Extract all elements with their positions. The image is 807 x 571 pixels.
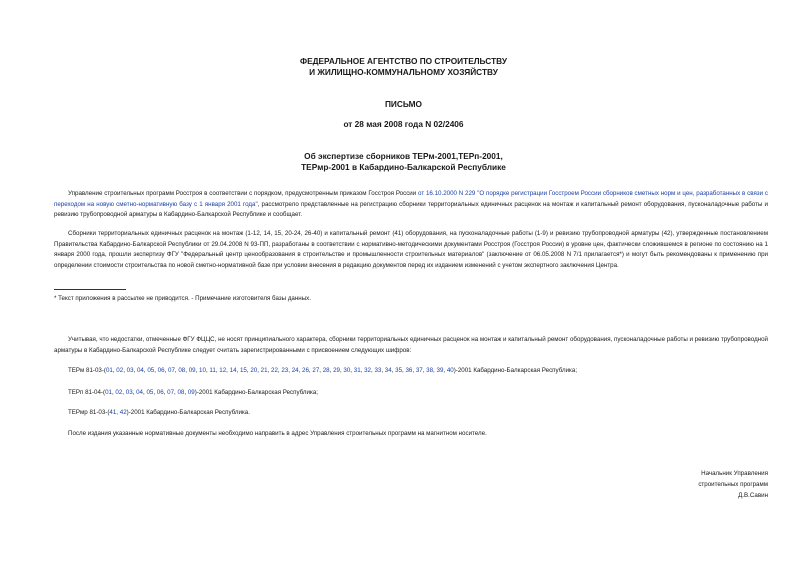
- code-separator: ,: [116, 409, 120, 416]
- code-separator: ,: [195, 367, 200, 374]
- code-term-number-04[interactable]: 04: [136, 367, 144, 374]
- code-separator: ,: [246, 367, 251, 374]
- code-term-number-20[interactable]: 20: [250, 367, 258, 374]
- code-terp-number-01[interactable]: 01: [105, 389, 112, 396]
- code-term-number-10[interactable]: 10: [199, 367, 206, 374]
- code-term-number-22[interactable]: 22: [271, 367, 278, 374]
- code-term-prefix: ТЕРм 81-03-(: [68, 367, 106, 374]
- code-term-number-30[interactable]: 30: [343, 367, 351, 374]
- code-separator: ,: [308, 367, 313, 374]
- code-term-number-39[interactable]: 39: [436, 367, 444, 374]
- code-term-number-07[interactable]: 07: [168, 367, 175, 374]
- subject-line1: Об экспертизе сборников ТЕРм-2001,ТЕРп-2001,: [304, 151, 503, 161]
- document-date: от 28 мая 2008 года N 02/2406: [343, 119, 464, 129]
- code-separator: ,: [205, 367, 210, 374]
- code-term-suffix: )-2001 Кабардино-Балкарская Республика;: [453, 367, 578, 374]
- code-separator: ,: [185, 367, 189, 374]
- code-term-number-09[interactable]: 09: [188, 367, 196, 374]
- code-term-number-21[interactable]: 21: [260, 367, 268, 374]
- code-term-number-24[interactable]: 24: [291, 367, 299, 374]
- paragraph-4: После издания указанные нормативные документы необходимо направить в адрес Управления строительных программ на магнитном носителе.: [68, 430, 487, 437]
- code-term-number-34[interactable]: 34: [384, 367, 392, 374]
- code-separator: ,: [174, 367, 179, 374]
- code-separator: ,: [215, 367, 220, 374]
- code-separator: ,: [370, 367, 375, 374]
- code-separator: ,: [184, 389, 188, 396]
- code-terp-number-04[interactable]: 04: [136, 389, 143, 396]
- code-separator: ,: [319, 367, 323, 374]
- code-term-number-28[interactable]: 28: [322, 367, 330, 374]
- code-separator: ,: [277, 367, 282, 374]
- code-separator: ,: [153, 389, 157, 396]
- code-separator: ,: [402, 367, 406, 374]
- code-term-number-40[interactable]: 40: [446, 367, 454, 374]
- code-separator: ,: [412, 367, 416, 374]
- code-term-number-12[interactable]: 12: [219, 367, 227, 374]
- code-separator: ,: [433, 367, 437, 374]
- code-separator: ,: [174, 389, 178, 396]
- code-separator: ,: [443, 367, 447, 374]
- code-separator: ,: [163, 389, 168, 396]
- code-separator: ,: [329, 367, 334, 374]
- code-terp-number-02[interactable]: 02: [115, 389, 123, 396]
- code-term-number-06[interactable]: 06: [157, 367, 165, 374]
- code-term-number-38[interactable]: 38: [426, 367, 434, 374]
- code-separator: ,: [339, 367, 344, 374]
- code-term-number-08[interactable]: 08: [178, 367, 186, 374]
- signature-name: Д.В.Савин: [738, 492, 768, 499]
- code-separator: ,: [164, 367, 169, 374]
- code-term-number-32[interactable]: 32: [364, 367, 371, 374]
- code-termr-number-41[interactable]: 41: [109, 409, 117, 416]
- paragraph-1-text-pre: Управление строительных программ Росстроя в соответствии с порядком, предусмотренным приказом Госстроя России: [68, 190, 419, 197]
- code-separator: ,: [298, 367, 303, 374]
- code-terp-number-06[interactable]: 06: [156, 389, 164, 396]
- code-term-number-35[interactable]: 35: [395, 367, 403, 374]
- code-line-termr: [68, 408, 250, 419]
- code-separator: ,: [236, 367, 240, 374]
- code-separator: ,: [112, 367, 117, 374]
- code-term-number-03[interactable]: 03: [126, 367, 134, 374]
- code-term-number-37[interactable]: 37: [415, 367, 423, 374]
- code-separator: ,: [360, 367, 365, 374]
- agency-name-line1: ФЕДЕРАЛЬНОЕ АГЕНТСТВО ПО СТРОИТЕЛЬСТВУ: [300, 56, 507, 66]
- code-separator: ,: [257, 367, 261, 374]
- signature-title-line2: строительных программ: [698, 481, 768, 488]
- footnote: * Текст приложения в рассылке не приводится. - Примечание изготовителя базы данных.: [54, 295, 311, 302]
- code-separator: ,: [267, 367, 271, 374]
- signature-title-line1: Начальник Управления: [701, 470, 768, 477]
- footnote-separator: [54, 289, 126, 290]
- code-termr-prefix: ТЕРмр 81-03-(: [68, 409, 110, 416]
- code-terp-number-09[interactable]: 09: [187, 389, 195, 396]
- code-terp-suffix: )-2001 Кабардино-Балкарская Республика;: [194, 389, 319, 396]
- code-separator: ,: [111, 389, 116, 396]
- code-separator: ,: [133, 367, 137, 374]
- code-line-term: [68, 366, 577, 377]
- code-terp-number-08[interactable]: 08: [177, 389, 185, 396]
- code-term-number-14[interactable]: 14: [229, 367, 237, 374]
- code-separator: ,: [142, 389, 147, 396]
- code-separator: ,: [154, 367, 158, 374]
- code-termr-suffix: )-2001 Кабардино-Балкарская Республика.: [126, 409, 250, 416]
- paragraph-1-text-post: , рассмотрело представленные на регистрацию сборники территориальных единичных расценок на монтаж и капитальный ремонт оборудования, пусконаладочные работы и ревизию трубопроводной арматуры в Кабардино-Балкарской Республике и сообщает.: [54, 200, 768, 219]
- code-term-number-05[interactable]: 05: [147, 367, 155, 374]
- document-type: ПИСЬМО: [384, 99, 423, 109]
- code-line-terp: [68, 388, 318, 399]
- code-separator: ,: [381, 367, 385, 374]
- agency-name-line2: И ЖИЛИЩНО-КОММУНАЛЬНОМУ ХОЗЯЙСТВУ: [309, 67, 498, 77]
- code-separator: ,: [123, 367, 127, 374]
- code-term-number-11[interactable]: 11: [209, 367, 216, 374]
- code-separator: ,: [226, 367, 230, 374]
- code-term-number-33[interactable]: 33: [374, 367, 382, 374]
- code-separator: ,: [391, 367, 396, 374]
- code-term-number-26[interactable]: 26: [302, 367, 309, 374]
- code-term-number-01[interactable]: 01: [105, 367, 113, 374]
- paragraph-2: Сборники территориальных единичных расценок на монтаж (1-12, 14, 15, 20-24, 26-40) и капитальный ремонт (41) оборудования, на пусконаладочные работы (1-9) и ревизию трубопроводной арматуры (42), утвержденные постановлением Правительства Кабардино-Балкарской Республики от 29.04.2008 N 93-ПП, разработаны в соответствии с нормативно-методическими документами Росстроя (Госстроя России) в уровне цен, фактически сложившемся в регионе по состоянию на 1 января 2000 года, прошли экспертизу ФГУ "Федеральный центр ценообразования в строительстве и промышленности строительных материалов" (заключение от 06.05.2008 N 7/1 прилагается*) и могут быть рекомендованы к применению при определении стоимости строительства по новой сметно-нормативной базе при условии внесения в редакцию документов перед их изданием изменений с учетом экспертного заключения Центра.: [54, 230, 768, 269]
- code-term-number-23[interactable]: 23: [281, 367, 289, 374]
- code-term-number-29[interactable]: 29: [333, 367, 340, 374]
- code-separator: ,: [143, 367, 148, 374]
- code-term-number-27[interactable]: 27: [312, 367, 320, 374]
- code-terp-number-07[interactable]: 07: [167, 389, 175, 396]
- code-terp-number-03[interactable]: 03: [125, 389, 133, 396]
- code-separator: ,: [132, 389, 137, 396]
- code-term-number-15[interactable]: 15: [239, 367, 247, 374]
- code-term-number-36[interactable]: 36: [405, 367, 413, 374]
- paragraph-3: Учитывая, что недостатки, отмеченные ФГУ ФЦЦС, не носят принципиального характера, сборники территориальных единичных расценок на монтаж и капитальный ремонт оборудования, пусконаладочные работы и ревизию трубопроводной арматуры в Кабардино-Балкарской Республике следует считать зарегистрированными с присвоением следующих шифров:: [54, 336, 768, 354]
- order-link[interactable]: от 16.10.2000 N 229 "О порядке регистрации Госстроем России сборников сметных норм и цен, разработанных в связи с переходом на новую сметно-нормативную базу с 1 января 2001 года": [54, 190, 768, 208]
- code-termr-numbers: [109, 409, 126, 416]
- code-separator: ,: [122, 389, 126, 396]
- code-terp-number-05[interactable]: 05: [146, 389, 154, 396]
- code-term-number-02[interactable]: 02: [116, 367, 124, 374]
- code-separator: ,: [288, 367, 292, 374]
- code-termr-number-42[interactable]: 42: [119, 409, 127, 416]
- code-separator: ,: [350, 367, 354, 374]
- code-terp-numbers: [105, 389, 195, 396]
- code-terp-prefix: ТЕРп 81-04-(: [68, 389, 106, 396]
- code-term-number-31[interactable]: 31: [353, 367, 361, 374]
- paragraph-1: [54, 189, 768, 221]
- subject-line2: ТЕРмр-2001 в Кабардино-Балкарской Республике: [301, 162, 506, 172]
- code-separator: ,: [422, 367, 427, 374]
- code-term-numbers: [106, 367, 454, 374]
